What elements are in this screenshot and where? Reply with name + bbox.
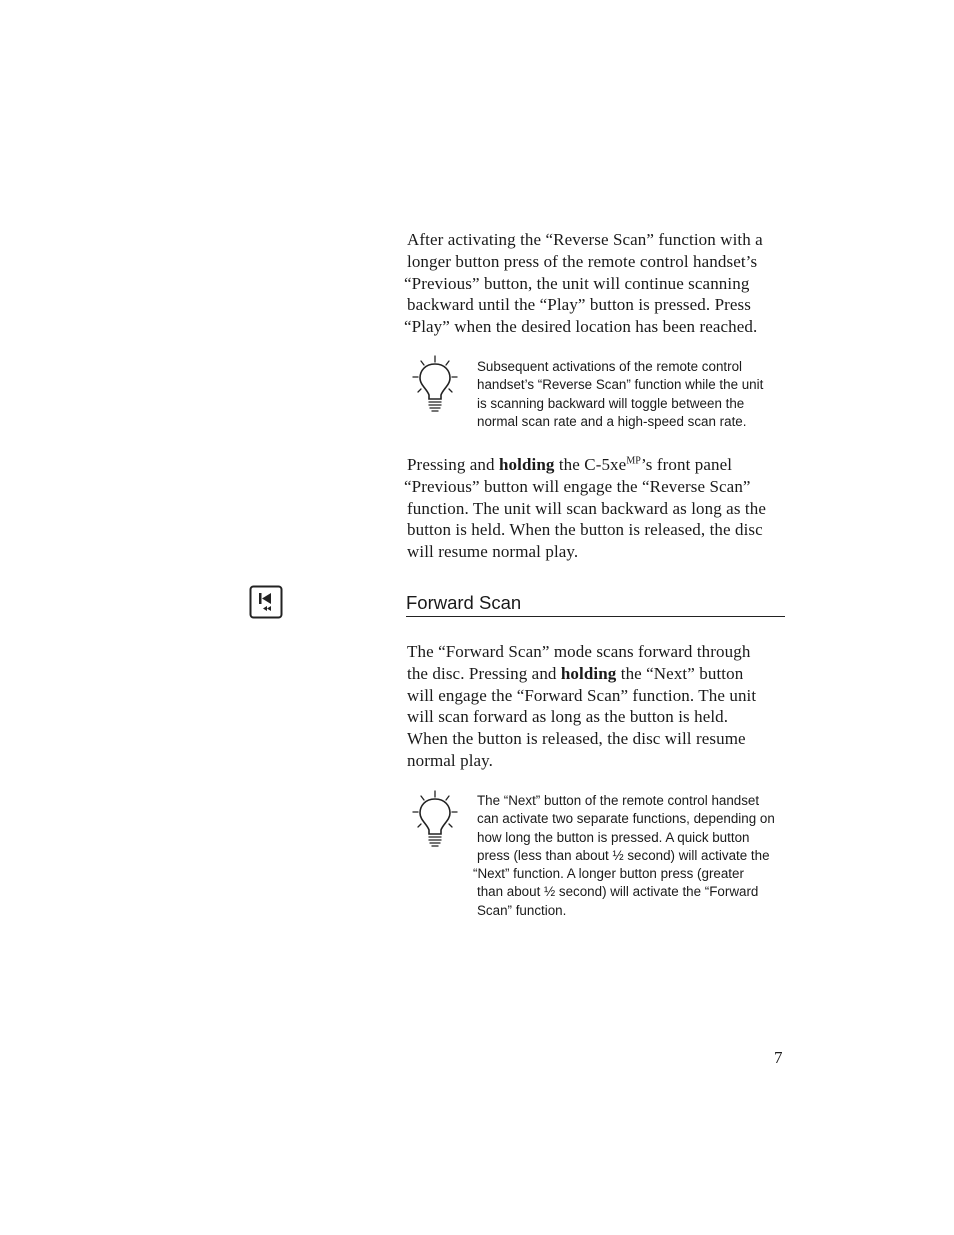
lightbulb-icon [410, 790, 460, 848]
section-heading-forward-scan: Forward Scan [406, 592, 785, 617]
text-line: is scanning backward will toggle between the [477, 395, 745, 411]
text-line: button is held. When the button is released, the disc [407, 520, 763, 540]
tip-next-button-functions [473, 792, 797, 920]
text-line: “Previous” button will engage the “Reverse Scan” [404, 476, 751, 496]
text-line: “Next” function. A longer button press (greater [473, 866, 744, 882]
text-line: “Play” when the desired location has been reached. [404, 317, 758, 337]
lightbulb-icon [410, 355, 460, 413]
text-line: The “Next” button of the remote control handset [477, 793, 760, 808]
text-line: will resume normal play. [407, 542, 579, 562]
text-line: longer button press of the remote control handset’s [407, 251, 758, 271]
model-superscript: MP [626, 455, 641, 467]
text-line: “Previous” button, the unit will continue scanning [404, 273, 750, 293]
text-line: press (less than about ½ second) will activate the [477, 847, 770, 863]
text-line: will engage the “Forward Scan” function. The unit [407, 685, 757, 705]
next-skip-scan-icon [249, 585, 283, 619]
text-line: how long the button is pressed. A quick button [477, 829, 750, 845]
text-line: backward until the “Play” button is pressed. Press [407, 295, 751, 315]
page-number: 7 [774, 1048, 783, 1067]
text-line: will scan forward as long as the button is held. [407, 707, 729, 727]
tip-reverse-scan [477, 358, 797, 431]
text-line: Subsequent activations of the remote control [477, 359, 742, 374]
paragraph-forward-scan [404, 641, 789, 772]
text-line: than about ½ second) will activate the “Forward [477, 884, 759, 900]
text-line: function. The unit will scan backward as long as the [407, 498, 766, 518]
text-line: handset’s “Reverse Scan” function while the unit [477, 377, 764, 393]
text-line: normal play. [407, 750, 494, 770]
text-line: can activate two separate functions, depending on [477, 811, 775, 827]
text-line [404, 663, 789, 685]
text-line: Scan” function. [477, 902, 567, 918]
text-line: After activating the “Reverse Scan” function with a [407, 230, 763, 249]
paragraph-front-panel-reverse-scan [404, 454, 789, 563]
paragraph-reverse-scan-intro [404, 229, 789, 338]
text-run: Pressing and [407, 455, 499, 474]
text-run: ’s front panel [640, 455, 733, 474]
emphasis-holding: holding [560, 663, 617, 683]
text-line: normal scan rate and a high-speed scan rate. [477, 413, 747, 429]
text-run: the “Next” button [616, 663, 744, 683]
text-line: The “Forward Scan” mode scans forward through [407, 642, 751, 661]
text-line [404, 454, 789, 476]
text-line: When the button is released, the disc will resume [407, 729, 746, 749]
text-run: the C-5xe [554, 455, 627, 474]
emphasis-holding: holding [498, 455, 555, 474]
text-run: the disc. Pressing and [407, 663, 561, 683]
